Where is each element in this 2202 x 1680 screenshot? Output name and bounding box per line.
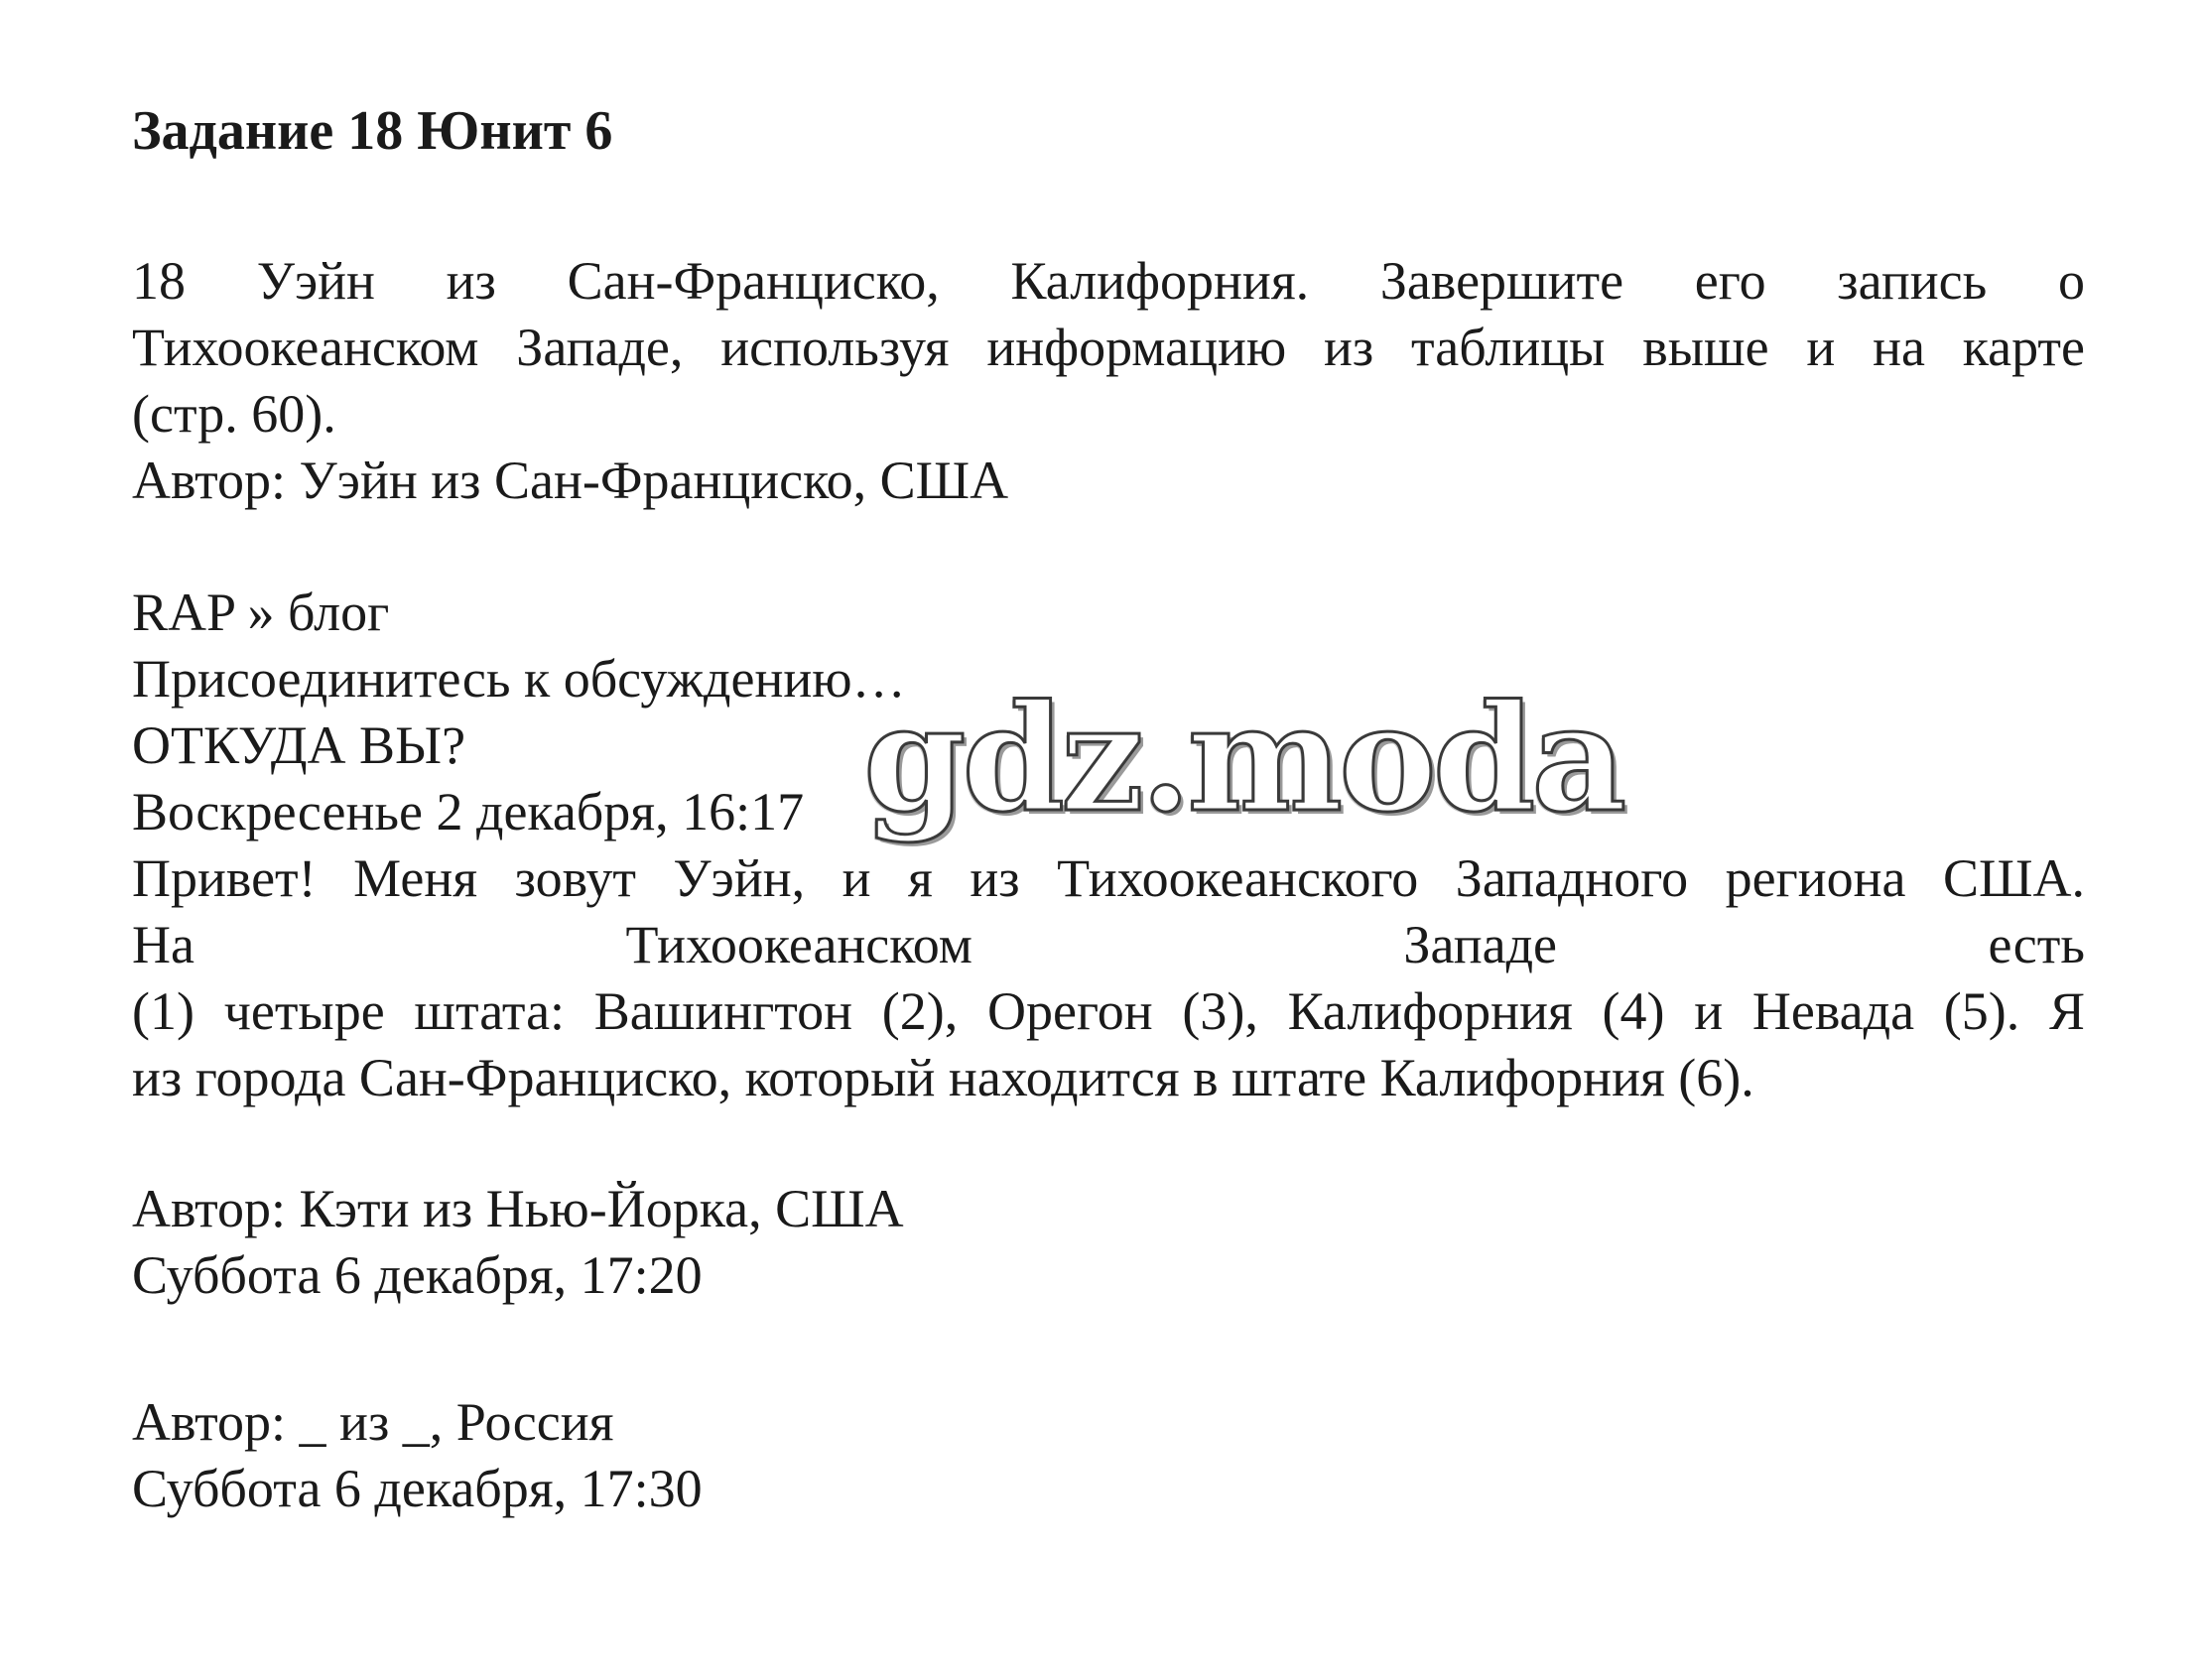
post-2-date: Суббота 6 декабря, 17:20: [132, 1245, 703, 1305]
post-2-author: Автор: Кэти из Нью-Йорка, США: [132, 1179, 904, 1238]
post-3: [132, 1389, 2085, 1522]
post-3-date: Суббота 6 декабря, 17:30: [132, 1459, 703, 1518]
post-2: [132, 1176, 2085, 1309]
task-line-2: Тихоокеанском Западе, используя информацию из таблицы выше и на карте: [132, 318, 2085, 377]
post-1-line-1: Привет! Меня зовут Уэйн, и я из Тихоокеанского Западного региона США.: [132, 848, 2085, 908]
watermark-logo: gdz.moda: [863, 672, 1623, 844]
blog-breadcrumb: RAP » блог: [132, 582, 390, 642]
task-line-3: (стр. 60).: [132, 384, 336, 444]
post-1-line-3: (1) четыре штата: Вашингтон (2), Орегон (3), Калифорния (4) и Невада (5). Я: [132, 981, 2085, 1041]
blog-section: [132, 580, 2085, 1111]
task-heading: Задание 18 Юнит 6: [132, 100, 613, 162]
task-line-1: 18 Уэйн из Сан-Франциско, Калифорния. Завершите его запись о: [132, 251, 2085, 311]
post-1-line-2: На Тихоокеанском Западе есть: [132, 915, 2085, 974]
task-author: Автор: Уэйн из Сан-Франциско, США: [132, 451, 1009, 510]
task-text: [132, 248, 2085, 514]
post-1-date: Воскресенье 2 декабря, 16:17: [132, 782, 805, 841]
post-3-author: Автор: _ из _, Россия: [132, 1392, 614, 1452]
blog-join-prompt: Присоединитесь к обсуждению…: [132, 649, 906, 709]
post-1-line-4: из города Сан-Франциско, который находится в штате Калифорния (6).: [132, 1048, 1754, 1107]
blog-topic-title: ОТКУДА ВЫ?: [132, 715, 466, 775]
